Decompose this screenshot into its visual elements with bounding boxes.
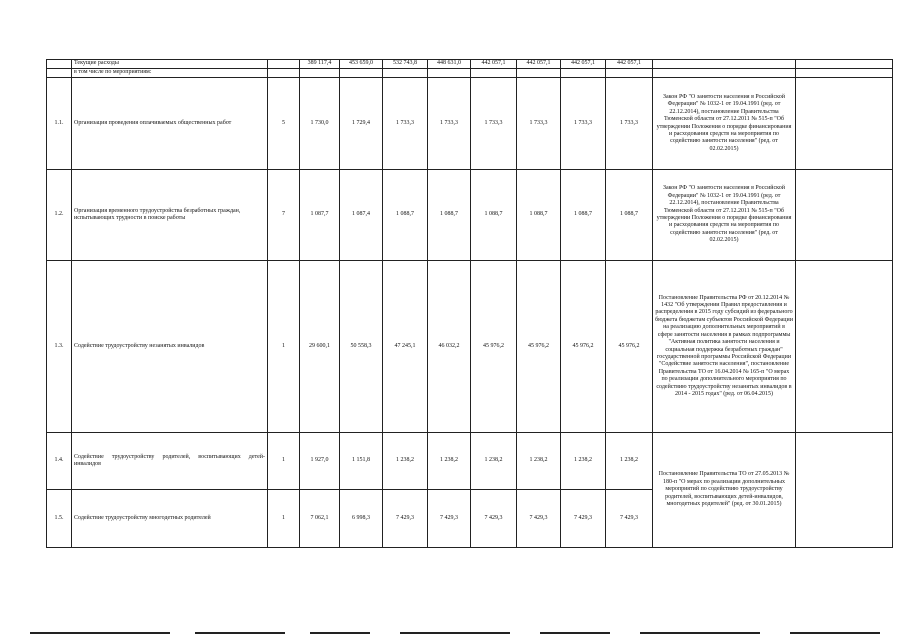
- budget-table: [46, 59, 893, 548]
- row-value: 45 976,2: [471, 261, 517, 433]
- row-value: 1 733,3: [606, 78, 653, 170]
- total-value: 442 057,1: [561, 60, 606, 69]
- row-code: 1: [268, 490, 300, 548]
- row-value: 1 238,2: [561, 433, 606, 490]
- row-number: 1.2.: [47, 170, 72, 261]
- total-code-cell: [268, 60, 300, 69]
- row-value: 1 088,7: [561, 170, 606, 261]
- row-value: 45 976,2: [606, 261, 653, 433]
- row-value: 50 558,3: [340, 261, 383, 433]
- total-value: 442 057,1: [606, 60, 653, 69]
- row-value: 1 238,2: [428, 433, 471, 490]
- total-basis-cell: [653, 60, 796, 69]
- row-value: 45 976,2: [561, 261, 606, 433]
- row-value: 7 429,3: [471, 490, 517, 548]
- table-row: [47, 433, 893, 490]
- total-value: 442 057,1: [517, 60, 561, 69]
- row-legal-basis: Постановление Правительства РФ от 20.12.2014 № 1432 "Об утверждении Правил предоставления и распределения в 2015 году субсидий из федерального бюджета бюджетам субъектов Российской Федерации на реализацию дополнительных мероприятий в сфере занятости населения в рамках подпрограммы "Активная политика занятости населения и социальная поддержка безработных граждан" государственной программы Российской Федерации "Содействие занятости населения", постановление Правительства ТО от 16.04.2014 № 165-п "О мерах по реализации дополнительного мероприятия по содействию трудоустройству незанятых инвалидов в 2014 - 2015 годах" (ред. от 06.04.2015): [653, 261, 796, 433]
- row-value: 1 733,3: [383, 78, 428, 170]
- row-value: 1 238,2: [383, 433, 428, 490]
- table-row: [47, 78, 893, 170]
- row-extra-cell: [796, 78, 893, 170]
- row-legal-basis: Закон РФ "О занятости населения в Российской Федерации" № 1032-1 от 19.04.1991 (ред. от 22.12.2014), постановление Правительства Тюменской области от 27.12.2011 № 515-п "Об утверждении Положения о порядке финансирования и расходования средств на мероприятия по содействию занятости населения" (ред. от 02.02.2015): [653, 78, 796, 170]
- row-value: 1 238,2: [606, 433, 653, 490]
- total-value: 389 117,4: [300, 60, 340, 69]
- total-label: Текущие расходы: [72, 60, 268, 69]
- row-value: 29 600,1: [300, 261, 340, 433]
- row-name: Содействие трудоустройству незанятых инвалидов: [72, 261, 268, 433]
- row-extra-cell: [796, 170, 893, 261]
- table-row: [47, 170, 893, 261]
- total-value: 453 659,0: [340, 60, 383, 69]
- subheader-row: [47, 69, 893, 78]
- subheader-label: в том числе по мероприятиям:: [72, 69, 268, 78]
- total-extra-cell: [796, 60, 893, 69]
- total-row: [47, 60, 893, 69]
- row-value: 1 088,7: [471, 170, 517, 261]
- row-value: 1 238,2: [517, 433, 561, 490]
- row-number: 1.5.: [47, 490, 72, 548]
- row-code: 7: [268, 170, 300, 261]
- row-value: 7 429,3: [428, 490, 471, 548]
- row-value: 1 088,7: [428, 170, 471, 261]
- row-value: 46 032,2: [428, 261, 471, 433]
- row-value: 1 087,7: [300, 170, 340, 261]
- row-value: 45 976,2: [517, 261, 561, 433]
- scan-edge-lines: [0, 630, 905, 640]
- row-name: Организация временного трудоустройства безработных граждан, испытывающих трудности в поиске работы: [72, 170, 268, 261]
- row-value: 1 088,7: [383, 170, 428, 261]
- total-value: 532 743,8: [383, 60, 428, 69]
- row-number: 1.1.: [47, 78, 72, 170]
- row-extra-cell: [796, 433, 893, 548]
- row-value: 1 088,7: [517, 170, 561, 261]
- row-value: 1 733,3: [471, 78, 517, 170]
- merged-legal-basis: Постановление Правительства ТО от 27.05.2013 № 180-п "О мерах по реализации дополнительных мероприятий по содействию трудоустройству родителей, воспитывающих детей-инвалидов, многодетных родителей" (ред. от 30.01.2015): [653, 433, 796, 548]
- row-value: 7 062,1: [300, 490, 340, 548]
- total-num-cell: [47, 60, 72, 69]
- row-value: 1 733,3: [517, 78, 561, 170]
- row-name: Содействие трудоустройству многодетных родителей: [72, 490, 268, 548]
- row-code: 1: [268, 261, 300, 433]
- row-name: Организация проведения оплачиваемых общественных работ: [72, 78, 268, 170]
- row-value: 47 245,1: [383, 261, 428, 433]
- row-extra-cell: [796, 261, 893, 433]
- row-value: 1 927,0: [300, 433, 340, 490]
- row-value: 1 730,0: [300, 78, 340, 170]
- total-value: 448 631,0: [428, 60, 471, 69]
- row-code: 1: [268, 433, 300, 490]
- total-value: 442 057,1: [471, 60, 517, 69]
- row-name: Содействие трудоустройству родителей, воспитывающих детей-инвалидов: [72, 433, 268, 490]
- row-value: 7 429,3: [606, 490, 653, 548]
- row-value: 1 733,3: [428, 78, 471, 170]
- table-row: [47, 261, 893, 433]
- row-value: 7 429,3: [517, 490, 561, 548]
- row-value: 1 733,3: [561, 78, 606, 170]
- row-value: 6 998,3: [340, 490, 383, 548]
- row-number: 1.3.: [47, 261, 72, 433]
- row-value: 1 088,7: [606, 170, 653, 261]
- subheader-num-cell: [47, 69, 72, 78]
- row-value: 1 729,4: [340, 78, 383, 170]
- row-value: 7 429,3: [561, 490, 606, 548]
- row-legal-basis: Закон РФ "О занятости населения в Российской Федерации" № 1032-1 от 19.04.1991 (ред. от 22.12.2014), постановление Правительства Тюменской области от 27.12.2011 № 515-п "Об утверждении Положения о порядке финансирования и расходования средств на мероприятия по содействию занятости населения" (ред. от 02.02.2015): [653, 170, 796, 261]
- row-code: 5: [268, 78, 300, 170]
- row-value: 7 429,3: [383, 490, 428, 548]
- row-value: 1 151,8: [340, 433, 383, 490]
- row-value: 1 238,2: [471, 433, 517, 490]
- row-value: 1 087,4: [340, 170, 383, 261]
- row-number: 1.4.: [47, 433, 72, 490]
